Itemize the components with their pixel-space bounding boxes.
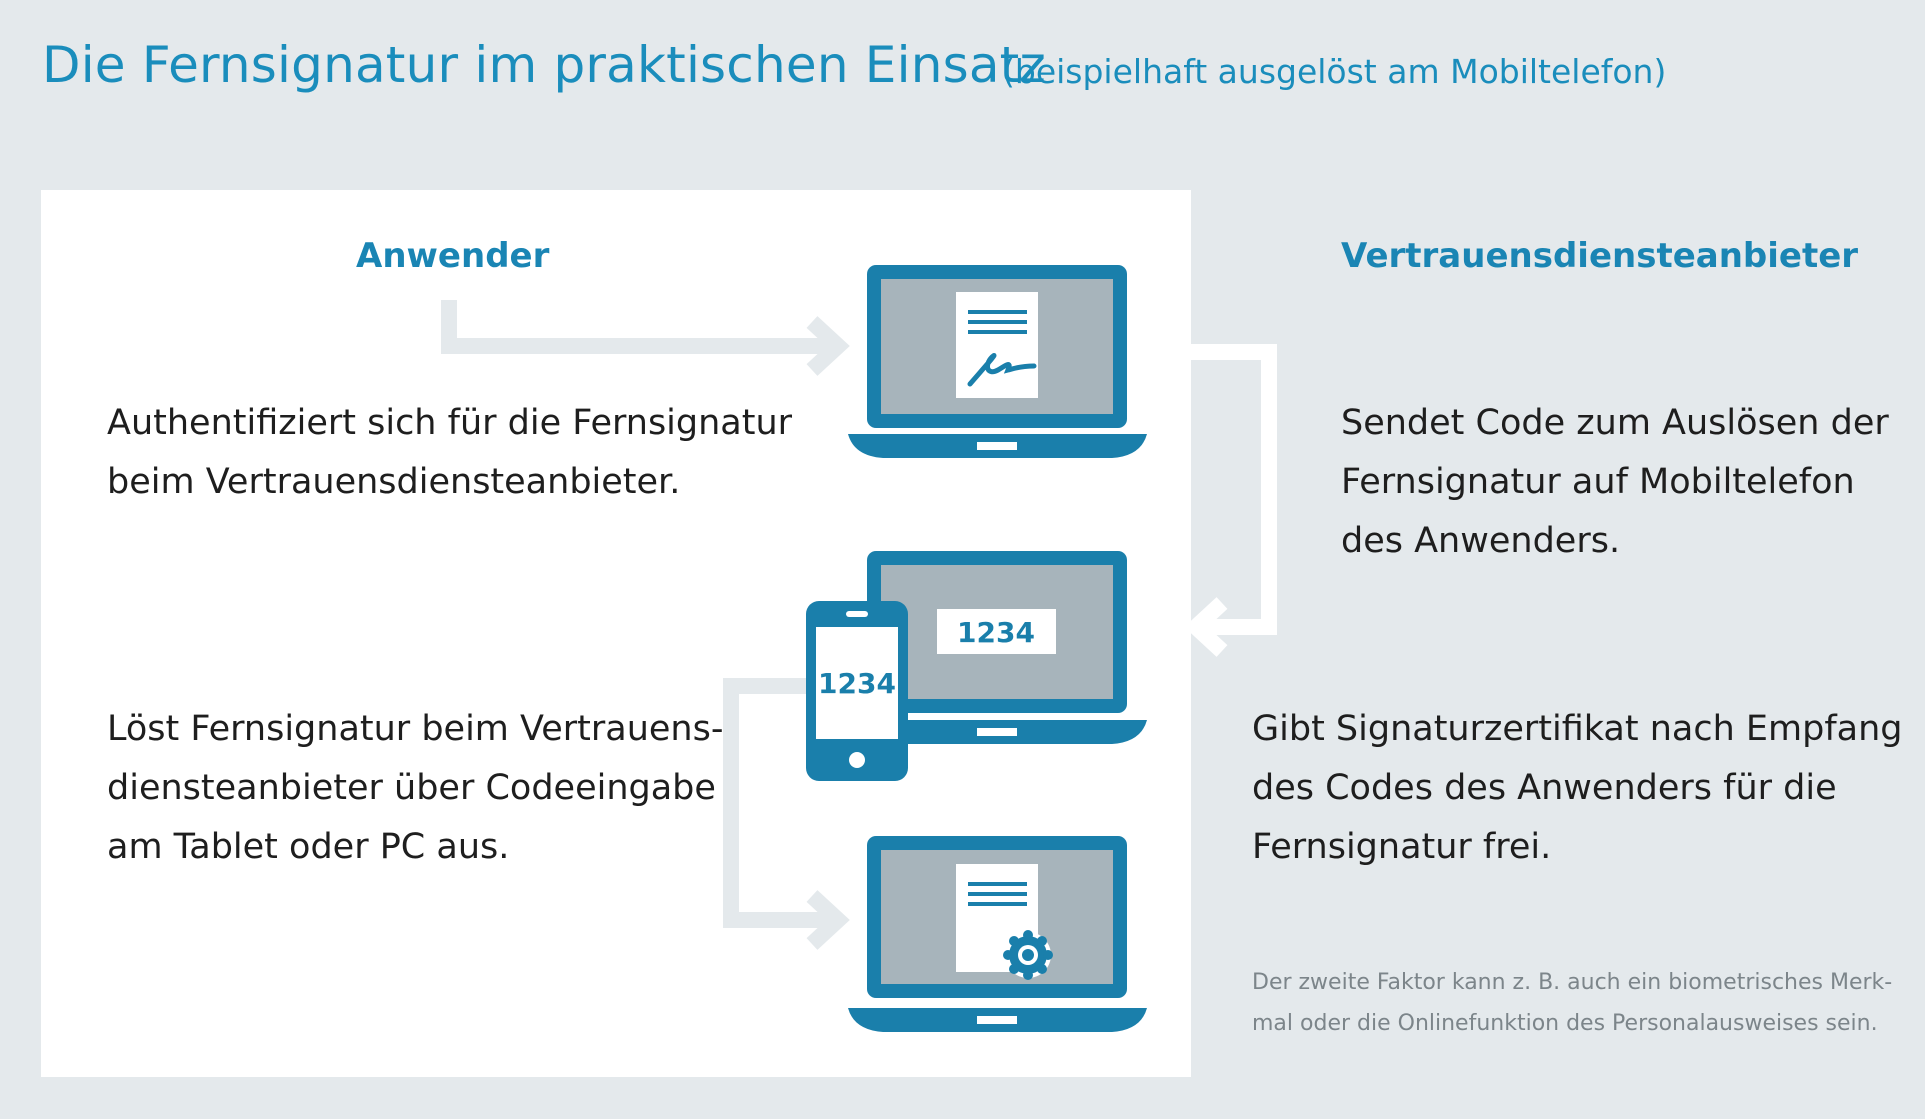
arrow-icon: [1191, 352, 1269, 651]
document-signature-icon: [956, 292, 1038, 398]
phone-code-text: 1234: [818, 667, 896, 700]
arrow-icon: [449, 300, 838, 370]
step-release-certificate: Gibt Signaturzertifikat nach Empfang des Codes des Anwenders für die Fernsignatur frei.: [1252, 709, 1903, 867]
user-heading: Anwender: [356, 236, 550, 276]
phone-icon: [806, 601, 908, 781]
step-send-code: Sendet Code zum Auslösen der Fernsignatur auf Mobiltelefon des Anwenders.: [1341, 403, 1889, 561]
page-subtitle: (beispielhaft ausgelöst am Mobiltelefon): [1002, 52, 1667, 91]
laptop-signature: [848, 265, 1147, 458]
footnote: Der zweite Faktor kann z. B. auch ein biometrisches Merk- mal oder die Onlinefunktion des Personalausweises sein.: [1252, 970, 1893, 1036]
laptop-code-text: 1234: [957, 616, 1035, 649]
laptop-certificate: [848, 836, 1147, 1032]
step-authenticate: Authentifiziert sich für die Fernsignatur beim Vertrauensdiensteanbieter.: [107, 403, 793, 502]
page-title: Die Fernsignatur im praktischen Einsatz: [42, 36, 1046, 94]
step-trigger-signature: Löst Fernsignatur beim Vertrauens- diensteanbieter über Codeeingabe am Tablet oder PC aus.: [107, 709, 724, 867]
provider-heading: Vertrauensdiensteanbieter: [1341, 236, 1859, 276]
